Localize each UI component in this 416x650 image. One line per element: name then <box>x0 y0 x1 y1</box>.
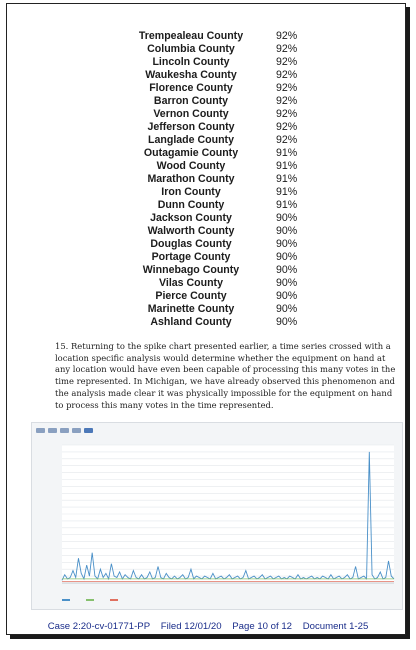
county-name: Wood County <box>156 160 226 172</box>
legend-swatch <box>110 599 118 601</box>
case-footer <box>0 621 416 632</box>
table-row <box>127 173 297 186</box>
table-row <box>127 225 297 238</box>
county-percentage: 90% <box>276 316 298 328</box>
county-name: Jefferson County <box>147 121 235 133</box>
county-percentage: 91% <box>276 186 298 198</box>
county-name: Marinette County <box>147 303 235 315</box>
county-percentage: 91% <box>276 160 298 172</box>
county-percentage: 90% <box>276 212 298 224</box>
table-row <box>127 199 297 212</box>
county-name: Columbia County <box>147 43 235 55</box>
county-name: Winnebago County <box>142 264 240 276</box>
table-row <box>127 43 297 56</box>
table-row <box>127 316 297 329</box>
county-name: Portage County <box>151 251 231 263</box>
county-percentage: 90% <box>276 225 298 237</box>
table-row <box>127 290 297 303</box>
county-name: Marathon County <box>147 173 235 185</box>
county-name: Iron County <box>161 186 221 198</box>
table-row <box>127 121 297 134</box>
table-row <box>127 134 297 147</box>
county-name: Dunn County <box>157 199 225 211</box>
filed-date: Filed 12/01/20 <box>160 621 222 632</box>
table-row <box>127 108 297 121</box>
county-percentage: 92% <box>276 69 298 81</box>
county-percentage: 90% <box>276 303 298 315</box>
county-percentage: 92% <box>276 43 298 55</box>
county-name: Pierce County <box>155 290 227 302</box>
table-row <box>127 264 297 277</box>
table-row <box>127 277 297 290</box>
county-percentage: 90% <box>276 238 298 250</box>
county-percentage: 92% <box>276 121 298 133</box>
case-number: Case 2:20-cv-01771-PP <box>47 621 151 632</box>
page-number: Page 10 of 12 <box>232 621 293 632</box>
table-row <box>127 186 297 199</box>
spike-chart <box>32 423 402 609</box>
county-name: Walworth County <box>147 225 235 237</box>
county-name: Jackson County <box>150 212 232 224</box>
county-percentage: 91% <box>276 147 298 159</box>
county-percentage: 92% <box>276 56 298 68</box>
county-percentage: 90% <box>276 251 298 263</box>
county-name: Lincoln County <box>152 56 230 68</box>
county-percentage: 92% <box>276 108 298 120</box>
county-name: Trempealeau County <box>138 30 244 42</box>
legend-swatch <box>62 599 70 601</box>
county-name: Vilas County <box>159 277 223 289</box>
table-row <box>127 95 297 108</box>
table-row <box>127 69 297 82</box>
spike-chart-screenshot <box>31 422 403 610</box>
county-percentage-table <box>127 30 297 329</box>
county-name: Douglas County <box>150 238 232 250</box>
table-row <box>127 160 297 173</box>
county-percentage: 90% <box>276 290 298 302</box>
county-percentage: 92% <box>276 82 298 94</box>
county-percentage: 91% <box>276 199 298 211</box>
county-name: Barron County <box>153 95 229 107</box>
table-row <box>127 251 297 264</box>
county-name: Langlade County <box>148 134 234 146</box>
county-percentage: 90% <box>276 264 298 276</box>
county-name: Florence County <box>149 82 233 94</box>
county-name: Waukesha County <box>145 69 237 81</box>
document-number: Document 1-25 <box>302 621 369 632</box>
county-name: Outagamie County <box>143 147 239 159</box>
county-name: Vernon County <box>153 108 229 120</box>
document-page <box>6 3 406 635</box>
table-row <box>127 30 297 43</box>
table-row <box>127 147 297 160</box>
county-percentage: 92% <box>276 95 298 107</box>
table-row <box>127 212 297 225</box>
table-row <box>127 56 297 69</box>
county-name: Ashland County <box>150 316 232 328</box>
table-row <box>127 303 297 316</box>
county-percentage: 92% <box>276 30 298 42</box>
table-row <box>127 238 297 251</box>
county-percentage: 92% <box>276 134 298 146</box>
table-row <box>127 82 297 95</box>
county-percentage: 91% <box>276 173 298 185</box>
paragraph-15: 15. Returning to the spike chart presented earlier, a time series crossed with a location specific analysis would determine whether the equipment on hand at any location would have even been capable of processing this many votes in the time represented. In Michigan, we have already observed this phenomenon and the analysis made clear it was physically impossible for the equipment on hand to process this many votes in the time represented. <box>55 341 396 410</box>
county-percentage: 90% <box>276 277 298 289</box>
legend-swatch <box>86 599 94 601</box>
